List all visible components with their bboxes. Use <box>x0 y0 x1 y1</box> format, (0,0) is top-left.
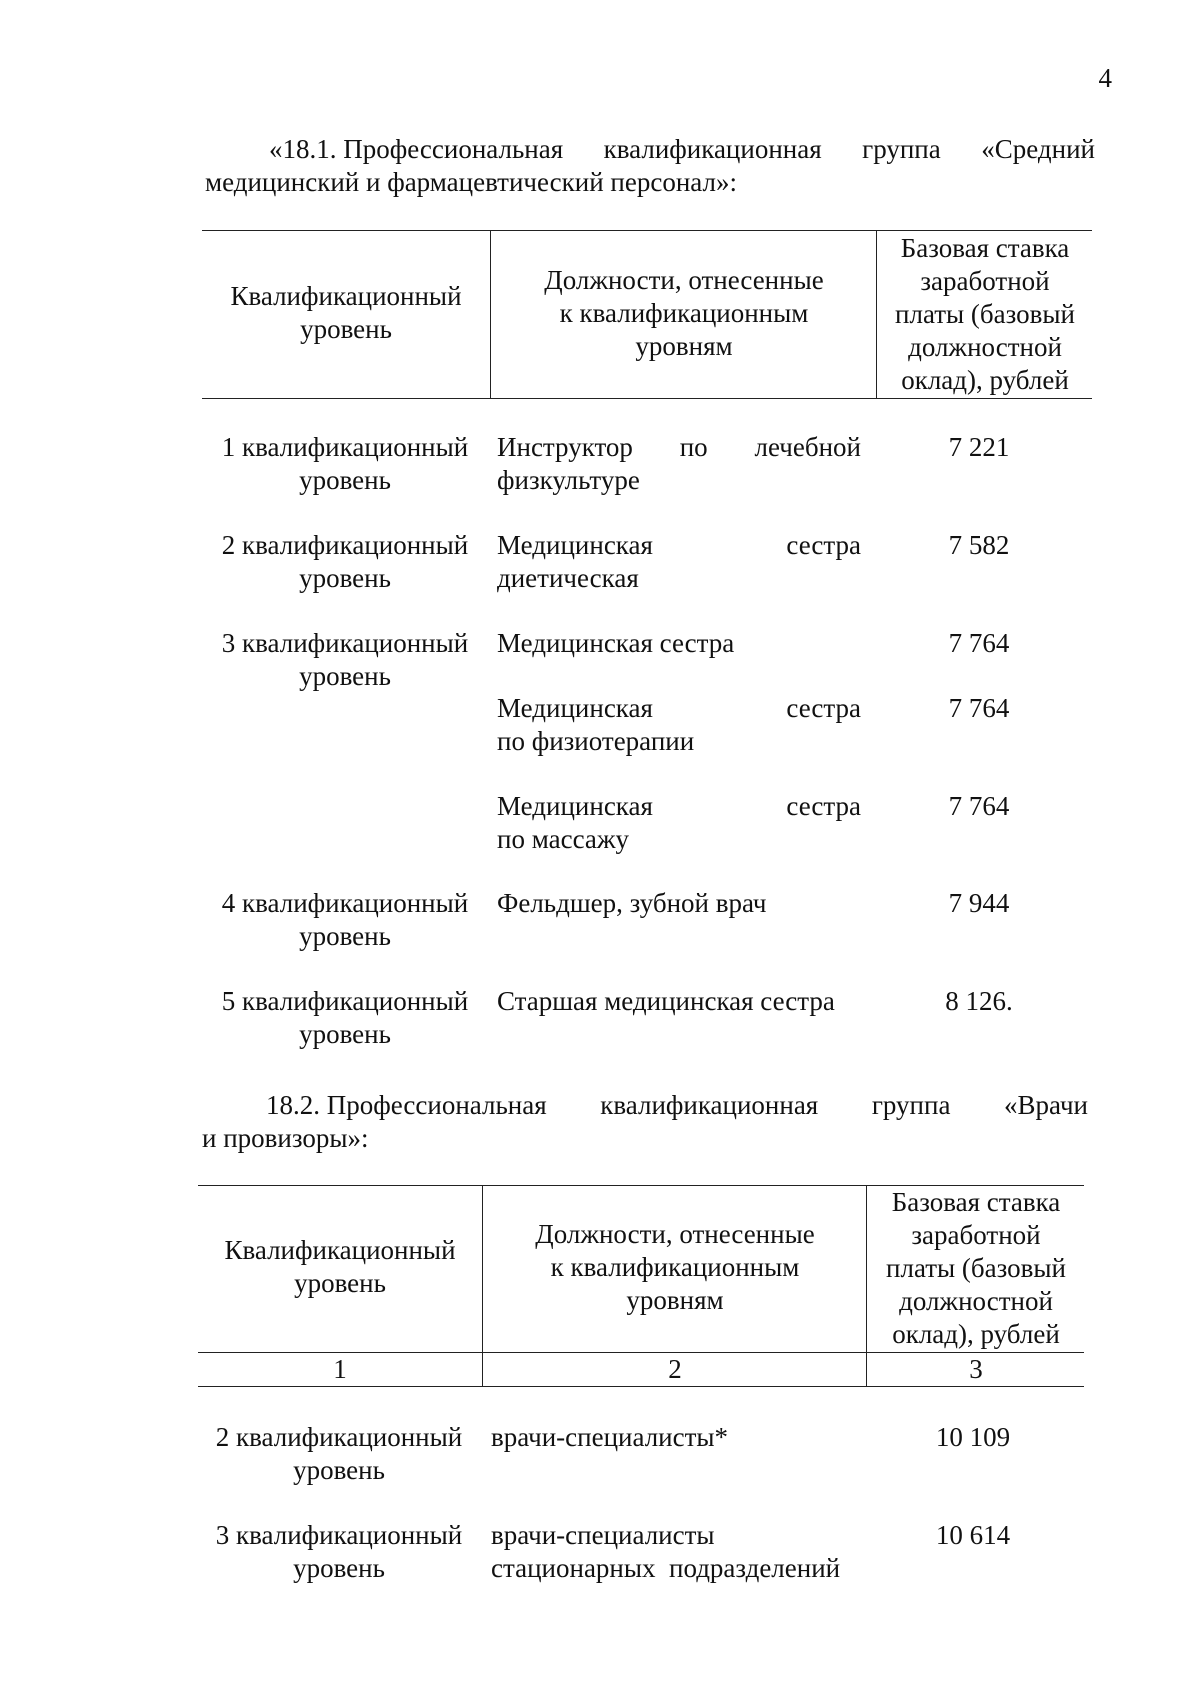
heading-word: «18.1. Профессиональная <box>269 134 564 164</box>
header-positions: Должности, отнесенные к квалификационным уровням <box>535 1219 815 1315</box>
position-cell: врачи-специалисты стационарных подразделений <box>491 1520 841 1583</box>
level-cell: 4 квалификационный уровень <box>221 888 469 951</box>
position-cell <box>497 790 861 856</box>
position-word: Фельдшер, зубной врач <box>497 888 767 918</box>
heading-word: группа <box>871 1090 951 1120</box>
heading-word: группа <box>862 134 941 164</box>
position-rest: по массажу <box>497 824 630 854</box>
table-rule <box>202 230 1092 231</box>
heading-line-2: медицинский и фармацевтический персонал»: <box>205 167 737 197</box>
position-word: сестра <box>786 791 861 821</box>
position-word: сестра <box>786 693 861 723</box>
position-word: Старшая медицинская сестра <box>497 986 835 1016</box>
header-base-rate: Базовая ставка заработной платы (базовый должностной оклад), рублей <box>886 1187 1066 1349</box>
heading-word: квалификационная <box>603 134 822 164</box>
rate-value: 7 582 <box>948 530 1010 560</box>
position-word: Медицинская <box>497 791 653 821</box>
column-number: 3 <box>969 1354 983 1384</box>
position-word: по <box>679 432 708 462</box>
level-cell: 3 квалификационный уровень <box>221 628 469 691</box>
position-word: сестра <box>786 530 861 560</box>
rate-value: 10 109 <box>935 1422 1011 1452</box>
level-cell: 1 квалификационный уровень <box>221 432 469 495</box>
level-cell: 2 квалификационный уровень <box>221 530 469 593</box>
section-18-2-heading <box>202 1089 1088 1155</box>
rate-value: 8 126. <box>945 986 1013 1016</box>
position-word: лечебной <box>754 432 861 462</box>
heading-word: «Врачи <box>1004 1090 1088 1120</box>
table-divider <box>866 1185 867 1386</box>
rate-value: 10 614 <box>935 1520 1011 1550</box>
table-rule <box>202 398 1092 399</box>
position-cell: врачи-специалисты* <box>491 1422 729 1452</box>
position-rest: по физиотерапии <box>497 726 695 756</box>
rate-value: 7 764 <box>948 628 1010 658</box>
rate-value: 7 944 <box>948 888 1010 918</box>
heading-word: 18.2. Профессиональная <box>266 1090 547 1120</box>
position-word: Медицинская <box>497 530 653 560</box>
heading-word: «Средний <box>981 134 1095 164</box>
header-qual-level: Квалификационный уровень <box>224 1235 456 1298</box>
rate-value: 7 221 <box>948 432 1010 462</box>
position-word: Медицинская <box>497 693 653 723</box>
position-cell <box>497 627 861 660</box>
column-number: 1 <box>333 1354 347 1384</box>
position-word: Инструктор <box>497 432 633 462</box>
level-cell: 3 квалификационный уровень <box>215 1520 463 1583</box>
position-cell <box>497 431 861 497</box>
position-cell <box>497 529 861 595</box>
table-divider <box>490 230 491 398</box>
level-cell: 5 квалификационный уровень <box>221 986 469 1049</box>
header-qual-level: Квалификационный уровень <box>230 281 462 344</box>
page-number: 4 <box>1098 63 1112 93</box>
section-18-1-heading <box>205 133 1095 199</box>
position-rest: диетическая <box>497 563 639 593</box>
heading-word: квалификационная <box>600 1090 819 1120</box>
position-cell <box>497 692 861 758</box>
table-divider <box>482 1185 483 1386</box>
position-word: Медицинская сестра <box>497 628 735 658</box>
heading-line-2: и провизоры»: <box>202 1123 369 1153</box>
column-number: 2 <box>668 1354 682 1384</box>
position-cell <box>497 887 861 920</box>
table-divider <box>876 230 877 398</box>
level-cell: 2 квалификационный уровень <box>215 1422 463 1485</box>
rate-value: 7 764 <box>948 693 1010 723</box>
header-base-rate: Базовая ставка заработной платы (базовый должностной оклад), рублей <box>895 233 1075 395</box>
position-rest: физкультуре <box>497 465 640 495</box>
rate-value: 7 764 <box>948 791 1010 821</box>
position-cell <box>497 985 861 1018</box>
table-rule <box>198 1386 1084 1387</box>
header-positions: Должности, отнесенные к квалификационным уровням <box>544 265 824 361</box>
